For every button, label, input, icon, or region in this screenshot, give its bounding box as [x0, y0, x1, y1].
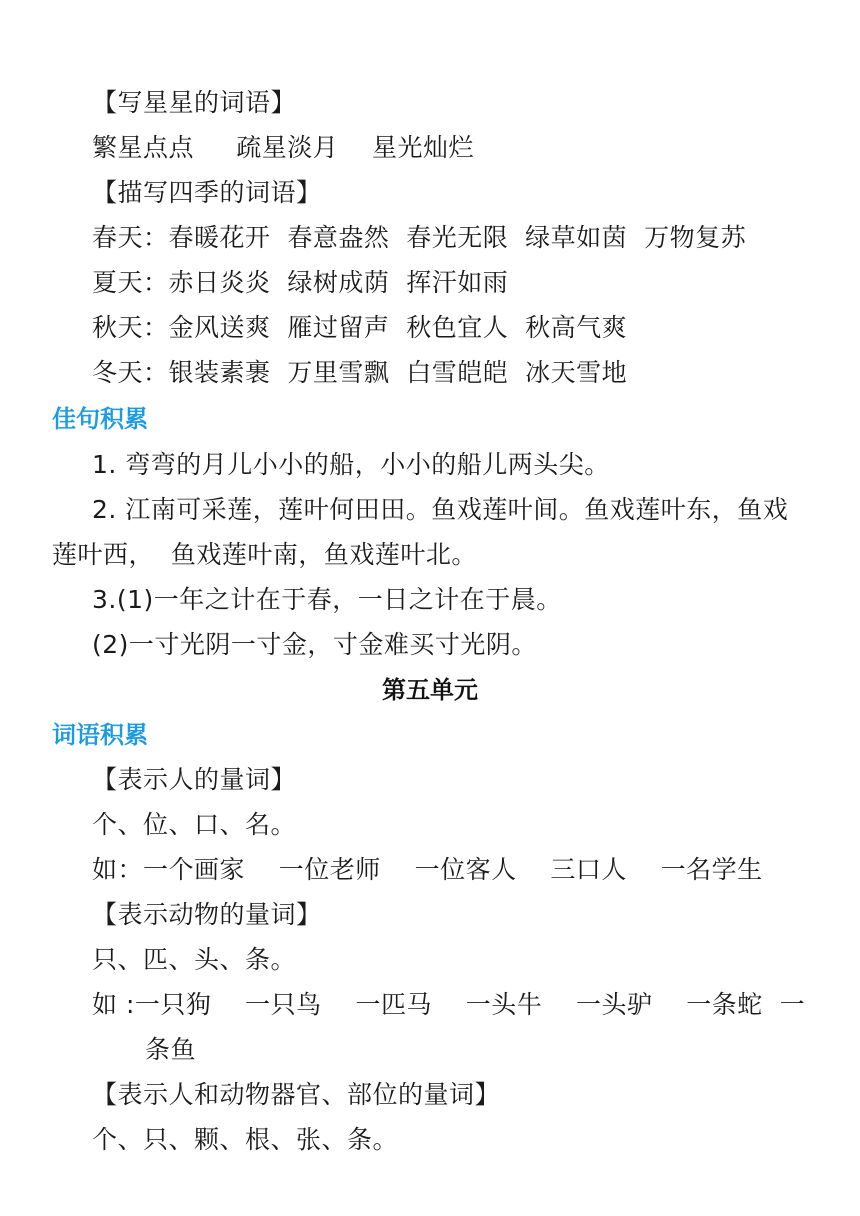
people-words: 个、位、口、名。 — [92, 810, 297, 839]
summer-words: 夏天：赤日炎炎 绿树成荫 挥汗如雨 — [92, 268, 509, 297]
winter-words: 冬天：银装素裹 万里雪飘 白雪皑皑 冰天雪地 — [92, 358, 628, 387]
unit-title: 第五单元 — [382, 676, 478, 704]
autumn-words: 秋天：金风送爽 雁过留声 秋色宜人 秋高气爽 — [92, 313, 628, 342]
sentence-3-line-2: (2)一寸光阴一寸金，寸金难买寸光阴。 — [92, 630, 537, 659]
people-examples: 如：一个画家 一位老师 一位客人 三口人 一名学生 — [92, 855, 763, 884]
sentence-1: 1. 弯弯的月儿小小的船，小小的船儿两头尖。 — [92, 450, 610, 479]
animals-title: 【表示动物的量词】 — [92, 900, 322, 929]
organs-words: 个、只、颗、根、张、条。 — [92, 1125, 399, 1154]
animals-words: 只、匹、头、条。 — [92, 945, 297, 974]
stars-title: 【写星星的词语】 — [92, 88, 297, 117]
stars-words: 繁星点点 疏星淡月 星光灿烂 — [92, 133, 475, 162]
sentence-3-line-1: 3.(1)一年之计在于春，一日之计在于晨。 — [92, 585, 562, 614]
sentence-2-line-1: 2. 江南可采莲，莲叶何田田。鱼戏莲叶间。鱼戏莲叶东，鱼戏 — [92, 495, 789, 524]
sentence-2-line-2: 莲叶西， 鱼戏莲叶南，鱼戏莲叶北。 — [52, 540, 477, 569]
people-title: 【表示人的量词】 — [92, 765, 297, 794]
words-heading: 词语积累 — [52, 721, 148, 749]
seasons-title: 【描写四季的词语】 — [92, 178, 322, 207]
animals-examples-line-2: 条鱼 — [145, 1035, 197, 1064]
animals-examples-line-1: 如 :一只狗 一只鸟 一匹马 一头牛 一头驴 一条蛇 一 — [92, 990, 806, 1019]
sentences-heading: 佳句积累 — [52, 405, 148, 433]
spring-words: 春天：春暖花开 春意盎然 春光无限 绿草如茵 万物复苏 — [92, 223, 747, 252]
organs-title: 【表示人和动物器官、部位的量词】 — [92, 1080, 501, 1109]
